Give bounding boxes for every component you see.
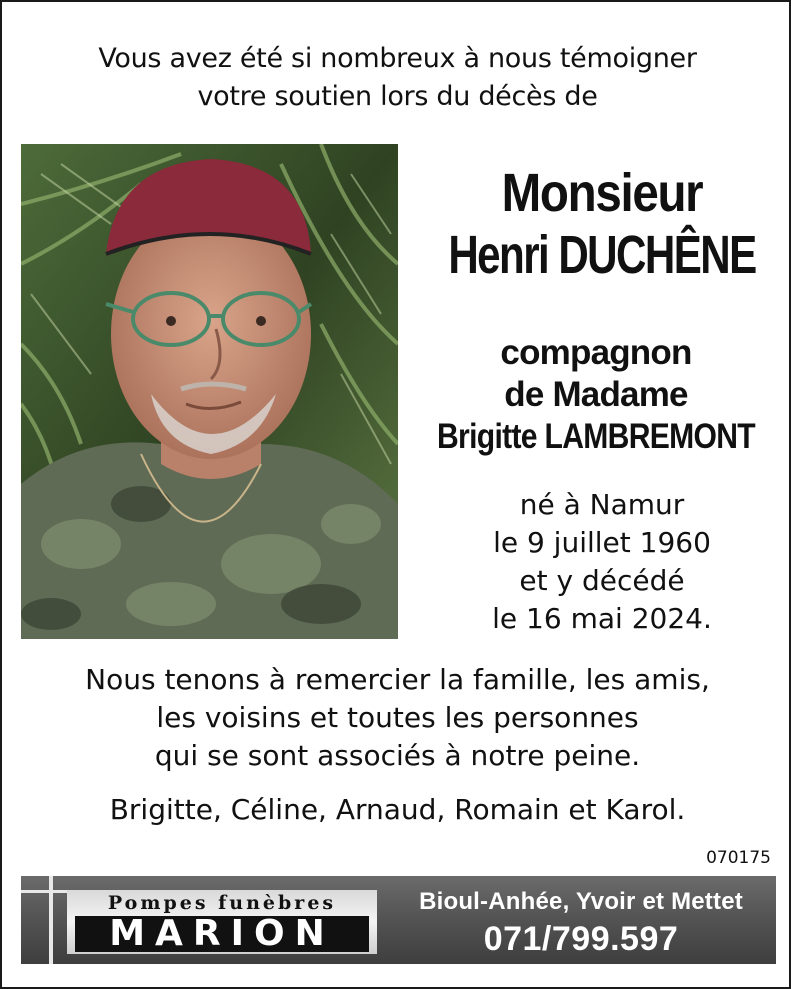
thanks-text <box>2 661 791 775</box>
death-date: le 16 mai 2024. <box>492 602 712 635</box>
logo-subtitle: Pompes funèbres <box>107 892 337 914</box>
thanks-line-2: les voisins et toutes les personnes <box>156 701 639 734</box>
deceased-name-block <box>402 162 791 286</box>
dates-block <box>402 486 791 638</box>
thanks-line-1: Nous tenons à remercier la famille, les amis, <box>85 663 710 696</box>
logo-name: MARION <box>75 916 369 952</box>
intro-line-2: votre soutien lors du décès de <box>197 81 598 112</box>
portrait-illustration <box>21 144 398 639</box>
relation-line-1: compagnon <box>500 333 692 372</box>
intro-text <box>2 40 791 116</box>
relation-block <box>402 332 790 458</box>
funeral-home-banner <box>21 876 776 964</box>
intro-line-1: Vous avez été si nombreux à nous témoigner <box>98 43 697 74</box>
portrait-photo <box>21 144 398 639</box>
birth-place: né à Namur <box>519 488 685 521</box>
relation-line-2: de Madame <box>504 375 688 414</box>
deceased-name: Henri DUCHÊNE <box>448 225 756 285</box>
birth-date: le 9 juillet 1960 <box>493 526 711 559</box>
partner-name: Brigitte LAMBREMONT <box>436 417 756 456</box>
reference-number: 070175 <box>706 848 771 868</box>
funeral-home-places: Bioul-Anhée, Yvoir et Mettet <box>419 888 743 915</box>
funeral-home-phone: 071/799.597 <box>483 920 679 958</box>
signatures: Brigitte, Céline, Arnaud, Romain et Karol. <box>109 793 686 826</box>
thanks-line-3: qui se sont associés à notre peine. <box>154 739 641 772</box>
death-place: et y décédé <box>519 564 685 597</box>
funeral-home-logo <box>67 890 377 954</box>
deceased-salutation: Monsieur <box>501 163 703 223</box>
